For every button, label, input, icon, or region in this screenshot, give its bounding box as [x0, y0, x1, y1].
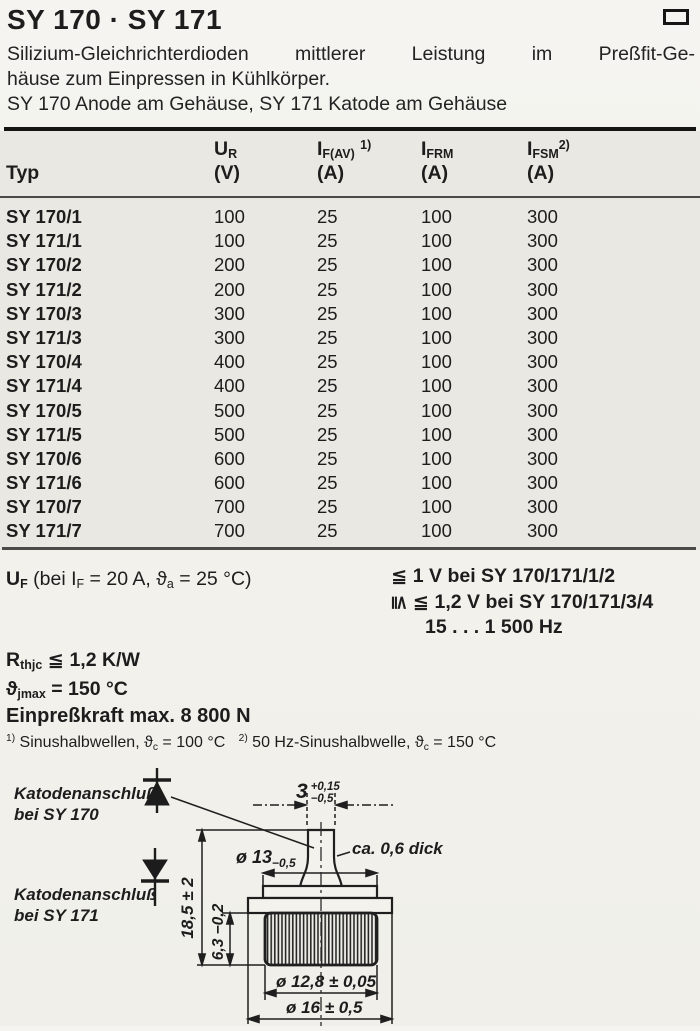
dim-d16-label: ø 16 ± 0,5: [286, 998, 363, 1017]
table-cell-value: 100: [421, 254, 452, 276]
ratings-table-body: [6, 205, 696, 544]
table-cell-value: 200: [214, 278, 245, 300]
table-cell-value: 100: [421, 496, 452, 518]
column-header-ifav: IF(AV) $^{1)}$ (A): [317, 138, 372, 184]
table-row: [6, 423, 696, 447]
table-cell-value: 100: [421, 206, 452, 227]
table-cell-value: 25: [317, 520, 338, 542]
table-cell-value: 100: [421, 423, 452, 445]
table-cell-typ: SY 171/6: [6, 472, 82, 494]
table-cell-typ: SY 170/3: [6, 302, 82, 324]
table-cell-value: 100: [214, 230, 245, 252]
table-cell-value: 100: [421, 472, 452, 494]
table-cell-typ: SY 171/5: [6, 423, 82, 445]
dim-knurl-height-lines: [222, 913, 264, 965]
dim-knurl-height-label: 6,3 −0,2: [210, 903, 227, 961]
column-header-ifsm: IFSM$^{2)}$ (A): [527, 138, 570, 184]
table-cell-typ: SY 170/4: [6, 351, 82, 373]
intro-line: Silizium-Gleichrichterdioden mittlerer Leistung im Preßfit-Ge-: [7, 43, 695, 65]
label-cathode-sy170: Katodenanschluß bei SY 170: [14, 784, 157, 824]
table-cell-value: 25: [317, 302, 338, 324]
table-cell-value: 400: [214, 351, 245, 373]
table-row: [6, 447, 696, 471]
table-cell-value: 25: [317, 496, 338, 518]
corner-box-icon: [663, 9, 689, 25]
spec-rthjc: Rthjc ≦ 1,2 K/W: [6, 649, 140, 672]
table-cell-value: 300: [527, 472, 558, 494]
table-header: [6, 138, 696, 186]
table-cell-value: 200: [214, 254, 245, 276]
column-header-ur: UR (V): [214, 138, 240, 184]
table-cell-typ: SY 171/2: [6, 278, 82, 300]
table-cell-value: 25: [317, 399, 338, 421]
table-cell-typ: SY 170/6: [6, 447, 82, 469]
table-cell-value: 25: [317, 472, 338, 494]
table-cell-value: 300: [527, 326, 558, 348]
intro-line: SY 170 Anode am Gehäuse, SY 171 Katode am Gehäuse: [7, 93, 508, 115]
table-cell-value: 100: [421, 375, 452, 397]
table-cell-value: 300: [527, 230, 558, 252]
table-cell-value: 25: [317, 351, 338, 373]
dim-d128-label: ø 12,8 ± 0,05: [276, 972, 377, 991]
package-drawing: [0, 760, 700, 1026]
table-cell-typ: SY 170/7: [6, 496, 82, 518]
table-cell-value: 100: [421, 326, 452, 348]
table-cell-value: 300: [527, 496, 558, 518]
spec-uf: UF (bei IF = 20 A, ϑa = 25 °C): [6, 568, 252, 591]
table-cell-value: 300: [527, 278, 558, 300]
title-divider-rule: [4, 127, 696, 131]
table-cell-value: 25: [317, 230, 338, 252]
table-cell-value: 700: [214, 520, 245, 542]
table-cell-value: 100: [421, 351, 452, 373]
table-cell-value: 100: [421, 520, 452, 542]
table-row: [6, 471, 696, 495]
table-cell-value: 100: [421, 399, 452, 421]
table-cell-value: 500: [214, 423, 245, 445]
table-cell-value: 300: [527, 206, 558, 227]
table-row: [6, 229, 696, 253]
table-cell-value: 25: [317, 326, 338, 348]
table-cell-value: 100: [421, 447, 452, 469]
table-cell-value: 400: [214, 375, 245, 397]
table-cell-typ: SY 170/2: [6, 254, 82, 276]
spec-frequency-range: 15 . . . 1 500 Hz: [425, 616, 563, 638]
table-cell-value: 600: [214, 472, 245, 494]
table-cell-value: 25: [317, 423, 338, 445]
table-cell-value: 300: [527, 399, 558, 421]
spec-uf-value-2: ≦ ≦ 1,2 V bei SY 170/171/3/4: [388, 590, 654, 613]
table-cell-typ: SY 171/4: [6, 375, 82, 397]
table-cell-value: 300: [527, 375, 558, 397]
dim-total-height-label: 18,5 ± 2: [178, 877, 197, 939]
intro-paragraph: [7, 42, 695, 117]
table-cell-value: 700: [214, 496, 245, 518]
page-title: SY 170 · SY 171: [7, 4, 223, 35]
spec-uf-value-1: ≦ 1 V bei SY 170/171/1/2: [391, 565, 616, 587]
spec-tjmax: ϑjmax = 150 °C: [6, 678, 128, 701]
table-cell-typ: SY 171/7: [6, 520, 82, 542]
table-cell-value: 300: [214, 326, 245, 348]
table-cell-value: 300: [527, 423, 558, 445]
spec-uf-values: [388, 564, 654, 641]
table-row: [6, 495, 696, 519]
table-row: [6, 278, 696, 302]
header-divider-rule: [0, 196, 700, 198]
table-cell-value: 25: [317, 278, 338, 300]
table-cell-typ: SY 171/1: [6, 230, 82, 252]
dim-tab-width-label: 3 +0,15 −0,5: [296, 780, 340, 805]
table-cell-value: 300: [527, 302, 558, 324]
table-cell-value: 25: [317, 254, 338, 276]
table-row: [6, 374, 696, 398]
table-cell-value: 300: [527, 447, 558, 469]
dim-d13-label: ø $13_{-0,5}$: [236, 847, 296, 870]
footnotes: $^{1)}$ Sinushalbwellen, ϑc = 100 °C $^{2)}$ 50 Hz-Sinushalbwelle, ϑc = 150 °C: [6, 733, 497, 753]
table-cell-typ: SY 170/5: [6, 399, 82, 421]
table-cell-value: 25: [317, 375, 338, 397]
table-cell-value: 300: [527, 254, 558, 276]
table-cell-value: 500: [214, 399, 245, 421]
column-header-typ: Typ: [6, 162, 40, 184]
table-cell-value: 25: [317, 206, 338, 227]
column-header-ifrm: IFRM (A): [421, 138, 454, 184]
table-cell-value: 100: [421, 278, 452, 300]
label-cathode-sy171: Katodenanschluß bei SY 171: [14, 885, 157, 925]
table-cell-value: 100: [214, 206, 245, 227]
intro-line: häuse zum Einpressen in Kühlkörper.: [7, 68, 331, 90]
table-cell-value: 100: [421, 302, 452, 324]
table-row: [6, 205, 696, 229]
table-cell-value: 300: [214, 302, 245, 324]
table-row: [6, 253, 696, 277]
table-cell-value: 300: [527, 520, 558, 542]
table-row: [6, 302, 696, 326]
table-row: [6, 326, 696, 350]
table-cell-value: 100: [421, 230, 452, 252]
table-cell-typ: SY 170/1: [6, 206, 82, 227]
table-cell-value: 600: [214, 447, 245, 469]
note-thickness-label: ca. 0,6 dick: [352, 839, 443, 858]
table-cell-value: 25: [317, 447, 338, 469]
table-bottom-rule: [2, 547, 696, 550]
table-row: [6, 350, 696, 374]
table-cell-typ: SY 171/3: [6, 326, 82, 348]
table-row: [6, 399, 696, 423]
table-row: [6, 519, 696, 543]
table-cell-value: 300: [527, 351, 558, 373]
spec-press-force: Einpreßkraft max. 8 800 N: [6, 705, 251, 727]
